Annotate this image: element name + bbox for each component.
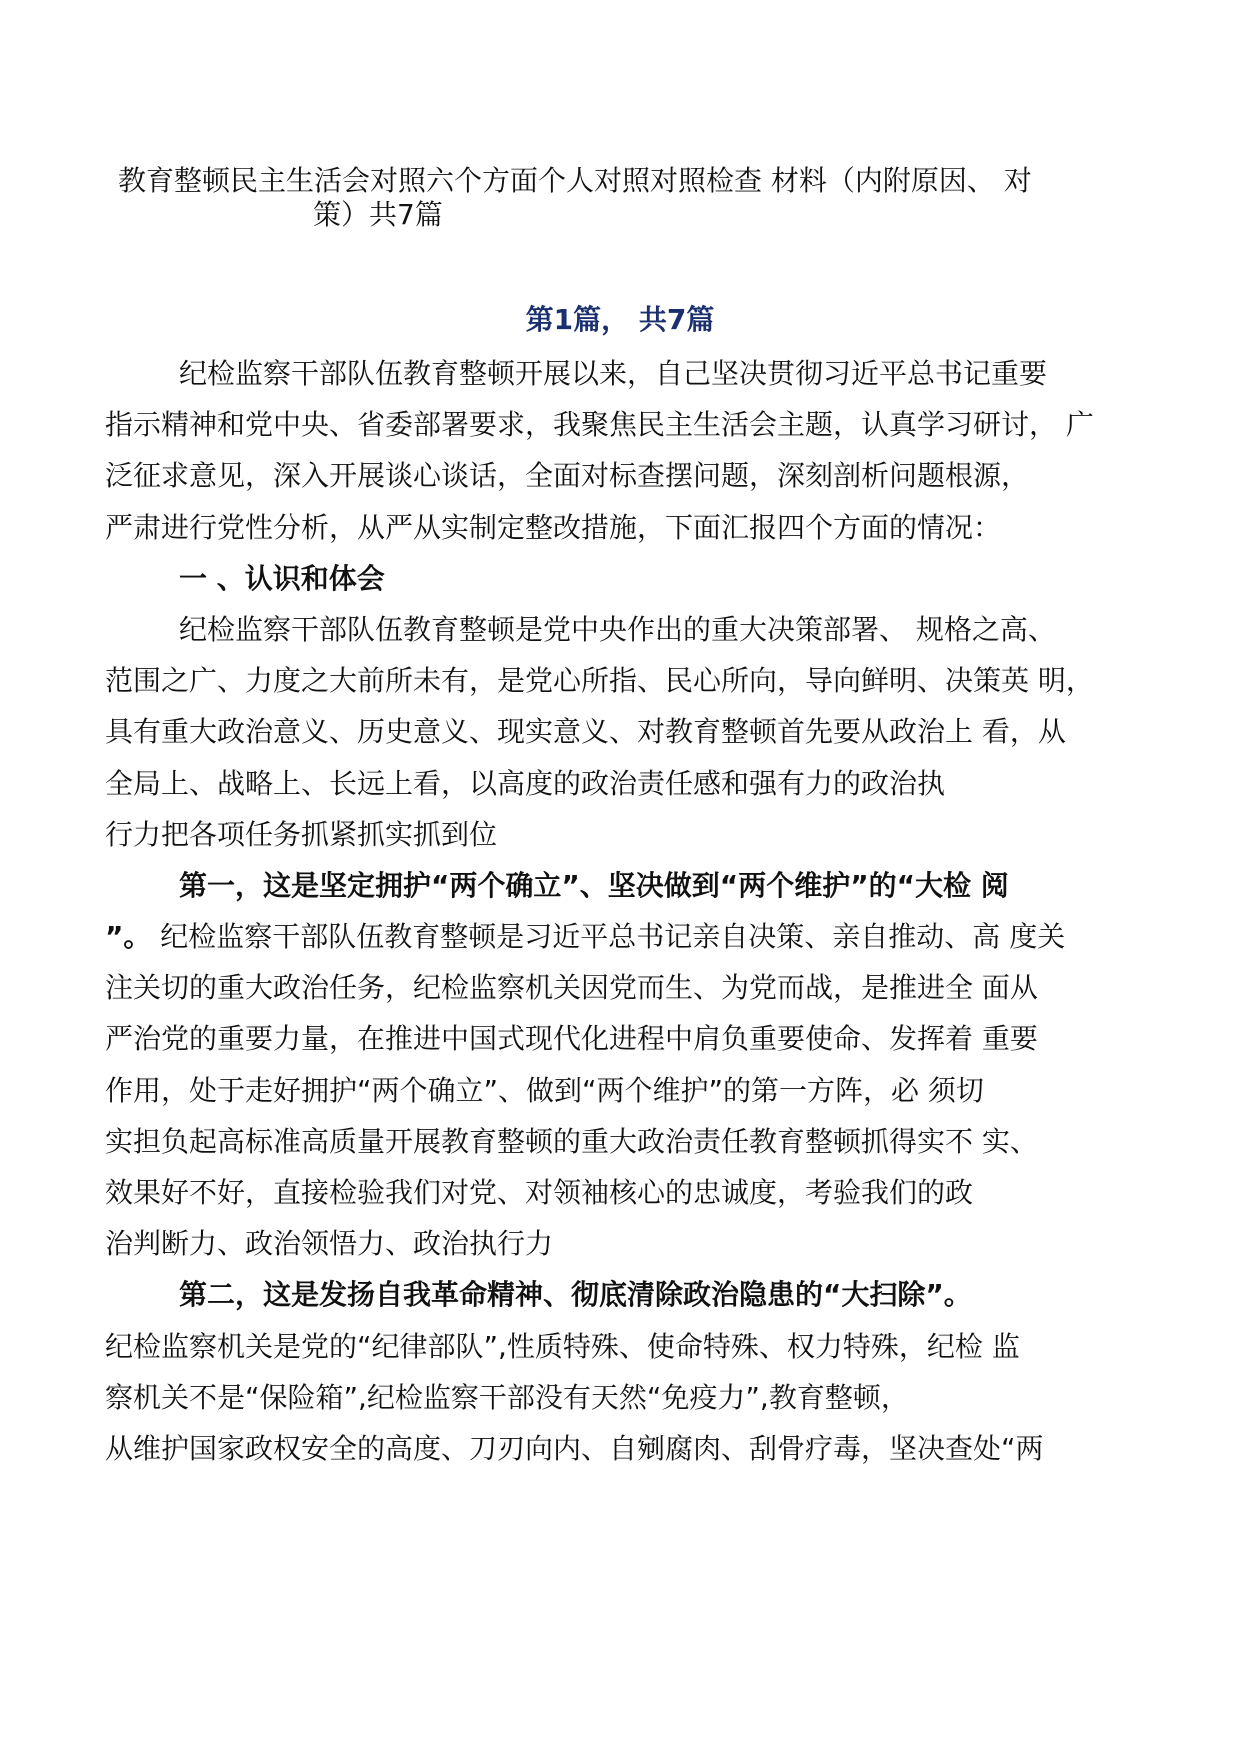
paragraph-line: 具有重大政治意义、历史意义、现实意义、对教育整顿首先要从政治上 看，从 (105, 715, 1066, 749)
point-heading: 第一，这是坚定拥护“两个确立”、坚决做到“两个维护”的“大检 阅 (179, 868, 1009, 902)
title-line: 教育整顿民主生活会对照六个方面个人对照对照检查 材料（内附原因、 对 (118, 164, 1032, 197)
paragraph-text: 纪检监察干部队伍教育整顿是习近平总书记亲自决策、亲自推动、高 度关 (151, 920, 1066, 954)
paragraph-line: 作用，处于走好拥护“两个确立”、做到“两个维护”的第一方阵，必 须切 (105, 1073, 984, 1107)
paragraph-line: 严肃进行党性分析，从严从实制定整改措施，下面汇报四个方面的情况： (105, 510, 1002, 544)
point-heading-tail: ”。 (105, 920, 152, 954)
paragraph-line: 效果好不好，直接检验我们对党、对领袖核心的忠诚度，考验我们的政 (105, 1176, 974, 1209)
paragraph-line: 治判断力、政治领悟力、政治执行力 (105, 1227, 554, 1261)
document-body (105, 348, 1165, 1474)
paragraph-line (105, 911, 1165, 962)
paragraph-line: 纪检监察机关是党的“纪律部队”,性质特殊、使命特殊、权力特殊，纪检 监 (105, 1329, 1020, 1363)
paragraph-line: 注关切的重大政治任务，纪检监察机关因党而生、为党而战，是推进全 面从 (105, 971, 1038, 1005)
paragraph-line: 泛征求意见，深入开展谈心谈话，全面对标查摆问题，深刻剖析问题根源， (105, 459, 1030, 493)
paragraph-line: 全局上、战略上、长远上看，以高度的政治责任感和强有力的政治执 (105, 766, 946, 800)
paragraph-line: 从维护国家政权安全的高度、刀刃向内、自剜腐肉、刮骨疗毒，坚决查处“两 (105, 1431, 1044, 1465)
paragraph-line: 实担负起高标准高质量开展教育整顿的重大政治责任教育整顿抓得实不 实、 (105, 1124, 1038, 1158)
point-heading: 第二，这是发扬自我革命精神、彻底清除政治隐患的“大扫除”。 (179, 1278, 972, 1312)
paragraph-line: 察机关不是“保险箱”,纪检监察干部没有天然“免疫力”,教育整顿， (105, 1380, 909, 1414)
part-heading: 第1篇， 共7篇 (525, 303, 715, 336)
section-heading: 一 、认识和体会 (179, 561, 385, 595)
title-line: 策）共7篇 (313, 198, 443, 231)
paragraph-line: 范围之广、力度之大前所未有，是党心所指、民心所向，导向鲜明、决策英 明， (105, 664, 1094, 698)
paragraph-line: 指示精神和党中央、省委部署要求，我聚焦民主生活会主题，认真学习研讨， 广 (105, 408, 1094, 442)
paragraph-line: 严治党的重要力量，在推进中国式现代化进程中肩负重要使命、发挥着 重要 (105, 1022, 1038, 1056)
document-title (118, 164, 1138, 232)
paragraph-line: 行力把各项任务抓紧抓实抓到位 (105, 817, 498, 851)
paragraph-line: 纪检监察干部队伍教育整顿是党中央作出的重大决策部署、 规格之高、 (179, 612, 1056, 646)
paragraph-line: 纪检监察干部队伍教育整顿开展以来，自己坚决贯彻习近平总书记重要 (179, 357, 1048, 390)
